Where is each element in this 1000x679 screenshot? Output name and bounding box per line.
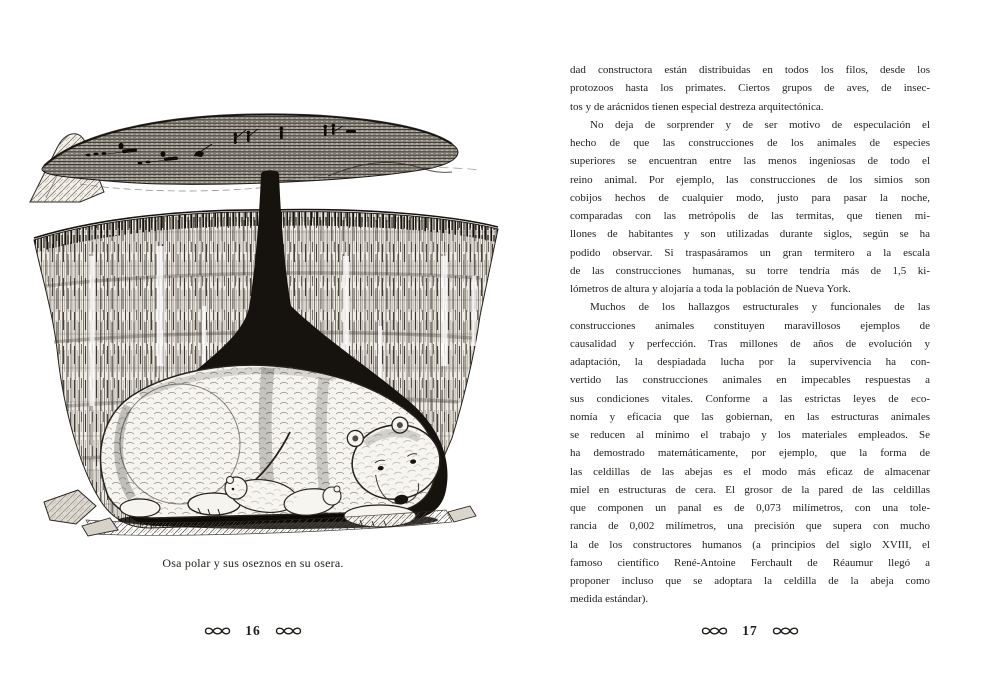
text-line: Muchos de los hallazgos estructurales y funcionales de las (590, 301, 930, 314)
right-page-number: 17 (742, 623, 758, 638)
text-line: la de los constructores humanos (a principios del siglo XVIII, el (570, 538, 930, 551)
text-line: proponer incluso que se adoptara la celdilla de la abeja como (570, 575, 930, 587)
bear-den-engraving (28, 106, 512, 546)
illustration-caption: Osa polar y sus oseznos en su osera. (162, 556, 344, 570)
text-line: las celdillas de las abejas es el modo más eficaz de almacenar (570, 465, 930, 478)
bear-den-illustration (28, 106, 512, 546)
left-page-number: 16 (245, 623, 261, 638)
text-line: comparadas con las metrópolis de las termitas, que tienen mi- (570, 210, 930, 222)
text-line: rancia de 0,002 milímetros, una precisión que supera con mucho (570, 520, 930, 533)
text-line: podido observar. Si traspasáramos un gran termitero a la escala (570, 246, 930, 259)
body-text (570, 61, 930, 609)
left-page-folio (28, 622, 478, 640)
text-line: tos y de arácnidos tienen especial destreza arquitectónica. (570, 100, 824, 113)
right-page-folio (570, 622, 930, 640)
text-line: que componen un panal es de 0,073 milímetros, con una tole- (570, 502, 930, 514)
text-line: lómetros de altura y alojaría a toda la población de Nueva York. (570, 283, 851, 295)
text-line: llones de habitantes y son utilizadas durante siglos, según se ha (570, 228, 930, 241)
text-line: se reducen al mínimo el trabajo y los materiales empleados. Se (570, 429, 930, 441)
text-line: superiores se encuentran entre las menos ingeniosas de todo el (570, 155, 930, 168)
text-line: famoso científico René-Antoine Ferchault de Réaumur llegó a (570, 556, 930, 569)
text-line: hecho de que las construcciones de los animales de especies (570, 137, 930, 149)
text-line: medida estándar). (570, 593, 649, 606)
knot-flourish-icon (204, 625, 231, 637)
text-line: sus condiciones vitales. Conforme a las estrictas leyes de eco- (570, 392, 930, 405)
text-line: reino animal. Por ejemplo, las construcciones de los simios son (570, 173, 930, 186)
knot-flourish-icon (701, 625, 728, 637)
knot-flourish-icon (275, 625, 302, 637)
text-line: nomía y eficacia que las gobiernan, en las estructuras animales (570, 410, 930, 423)
text-line: miel en estructuras de cera. El grosor de la pared de las celdillas (570, 483, 930, 496)
text-line: de las construcciones humanas, su torre tendría más de 1,5 ki- (570, 264, 930, 277)
text-line: dad constructora están distribuidas en todos los filos, desde los (570, 64, 930, 76)
text-line: adaptación, la despiadada lucha por la supervivencia ha con- (570, 356, 930, 368)
text-line: ha demostrado matemáticamente, por ejemplo, que la forma de (570, 447, 930, 460)
text-line: causalidad y perfección. Tras millones de años de evolución y (570, 337, 930, 350)
text-line: No deja de sorprender y de ser motivo de especulación el (590, 118, 930, 131)
text-line: cobijos hechos de cualquier modo, justo para pasar la noche, (570, 191, 930, 204)
text-line: protozoos hasta los primates. Ciertos grupos de aves, de insec- (570, 82, 930, 95)
text-line: vertido las construcciones animales en impecables respuestas a (570, 374, 930, 387)
knot-flourish-icon (772, 625, 799, 637)
text-line: construcciones animales constituyen maravillosos ejemplos de (570, 319, 930, 332)
